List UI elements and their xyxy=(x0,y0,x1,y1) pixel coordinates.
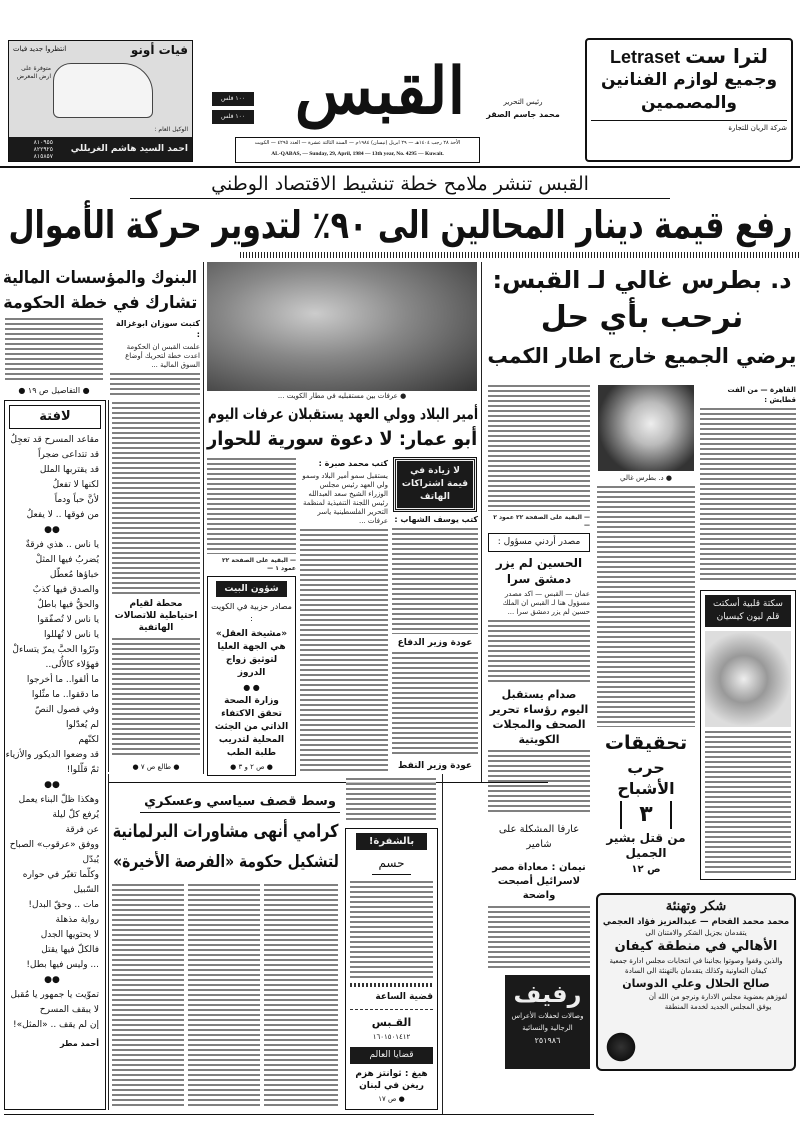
ghali-body xyxy=(700,408,796,583)
poem-line: يُرفع كلّ ليلة xyxy=(52,810,99,820)
editor-label: رئيس التحرير xyxy=(503,98,543,106)
jordan-lead: عمان — القبس — اكد مصدر مسؤول هنا لـ القبس ان الملك حسين لم يزر دمشق سرا ... xyxy=(502,590,590,617)
car-ad-tagline: انتظروا جديد فيات xyxy=(13,45,67,53)
letraset-ad-line1: لترا ست xyxy=(685,44,768,68)
neeman-headline: نيمان : معاداة مصر لاسرائيل أصبحت واضحة xyxy=(492,861,586,901)
thanks-closing: لفوزهم بعضوية مجلس الادارة ونرجو من الله أن يوفق المجلس الجديد لخدمة المنطقة xyxy=(648,993,788,1011)
poem-line: خباؤها مُعطّل xyxy=(49,570,99,580)
poem-line: ●● xyxy=(44,525,60,535)
poem-line: عن فرقة xyxy=(65,825,99,835)
page-bottom-rule xyxy=(4,1114,594,1115)
phone-fees-byline: كتب يوسف الشهاب : xyxy=(394,515,478,524)
investigations-column xyxy=(597,731,695,889)
arafat-body xyxy=(300,529,388,772)
price-box: ١٠٠ فلس xyxy=(212,110,254,124)
karami-kicker: وسط قصف سياسي وعسكري xyxy=(140,792,340,813)
ghali-headline-3: يرضي الجميع خارج اطار الكمب xyxy=(487,344,797,368)
investigations-page: ص ١٢ xyxy=(631,864,661,875)
oil-minister-headline: عودة وزير النفط xyxy=(398,761,472,771)
poem-line: إن لم يقف .. «المثل»! xyxy=(13,1020,99,1030)
phone-fees-column xyxy=(392,458,478,772)
jordan-kicker: مصدر أردني مسؤول : xyxy=(488,533,590,552)
letraset-ad xyxy=(585,38,793,162)
section-rule xyxy=(108,782,548,783)
sidebox-paper: القـبس xyxy=(371,1016,412,1029)
kicker-headline: القبس تنشر ملامح خطة تنشيط الاقتصاد الوطني xyxy=(130,170,670,199)
banks-body xyxy=(110,373,200,396)
ghali-photo xyxy=(598,385,694,471)
flower-icon xyxy=(604,1031,638,1063)
home-affairs-box xyxy=(207,576,296,776)
car-ad-brand: فيات أونو xyxy=(130,43,188,57)
poem-line: رواية مذهلة xyxy=(55,915,99,925)
sidebox-title: بالشفرة! xyxy=(356,833,427,850)
phone-station-more: ● طالع ص ٧ ● xyxy=(132,763,180,771)
poem-line: فالكلّ فيها يقتل xyxy=(41,945,99,955)
ghali-column-mid xyxy=(597,385,695,727)
banks-headline-2: تشارك في خطة الحكومة xyxy=(2,293,198,313)
karami-body xyxy=(264,884,338,1109)
banks-lead: علمت القبس ان الحكومة اعدت خطة لتحريك أوضاع السوق المالية ... xyxy=(125,343,200,369)
date-english: AL-QABAS, — Sunday, 29, April, 1984 — 13th year, No. 4295 — Kuwait. xyxy=(271,151,444,157)
karami-body xyxy=(112,884,184,1109)
lafita-poem xyxy=(5,433,105,1033)
column-divider xyxy=(442,774,443,1114)
column-divider xyxy=(108,774,109,1110)
hatched-rule xyxy=(240,252,800,258)
arafat-photo xyxy=(207,262,477,391)
karami-headline-2: لتشكيل حكومة «الفرصة الأخيرة» xyxy=(113,852,339,872)
letraset-ad-brand: Letraset xyxy=(610,47,681,67)
thanks-headline: الأهالي في منطقة كيفان xyxy=(614,939,778,954)
poem-line: لكنّهم xyxy=(78,735,99,745)
poem-line: ... وليس فيها بطل! xyxy=(26,960,99,970)
thanks-winners: صالح الحلال وعلي الدوسان xyxy=(622,977,770,990)
banks-headline-1: البنوك والمؤسسات المالية xyxy=(2,268,198,288)
ghali-photo-caption: ● د. بطرس غالي xyxy=(620,474,672,482)
date-arabic: الأحد ٢٨ رجب ١٤٠٤هـ — ٢٩ ابريل (نيسان) ١٩٨٤م — السنة الثالثة عشرة — العدد ٤٢٩٥ — الكويت xyxy=(254,140,461,146)
investigations-label: تحقيقات xyxy=(604,732,688,754)
obituary-box xyxy=(700,590,796,880)
poem-line: والصدق فيها كذبٌ xyxy=(32,585,99,595)
rafeef-name: رفيف xyxy=(513,980,582,1008)
poem-line: ثمّ قلّلوا! xyxy=(66,765,99,775)
poem-line: قد يقتربها الملل xyxy=(39,465,99,475)
ghali-dateline: القاهرة — من الفت قطايش : xyxy=(727,386,796,404)
oil-minister-body xyxy=(346,778,436,822)
poem-line: وتَرُوا الحبَّ يمرّ يتساءلْ xyxy=(12,645,99,655)
letraset-ad-line2: وجميع لوازم الفنانين xyxy=(600,70,778,90)
home-affairs-title: شؤون البيت xyxy=(216,581,287,597)
home-affairs-pages: ● ص ٢ و ٣ ● xyxy=(230,763,273,771)
neeman-body xyxy=(488,906,590,969)
car-ad-side: متوفرة على ارض المعرض xyxy=(16,65,51,80)
poem-line: وهكذا ظلّ البناء يعمل xyxy=(18,795,99,805)
poem-line: والحقُّ فيها باطلٌ xyxy=(37,600,99,610)
jordan-body xyxy=(488,620,590,683)
poem-line: من فوقها .. لا يفعلُ xyxy=(26,510,99,520)
banks-body xyxy=(5,318,103,382)
sidebox-page: ● ص ١٧ xyxy=(378,1095,405,1103)
thanks-names: محمد محمد الفحام — عبدالعزيز فؤاد العجمي xyxy=(602,917,790,927)
phone-station-body xyxy=(112,638,200,758)
banks-column-left xyxy=(5,318,103,396)
sidebox-phones: ١٦٠١٥٠١٤١٢ xyxy=(372,1033,411,1041)
ghali-headline-2: نرحب بأي حل xyxy=(540,300,744,335)
car-icon xyxy=(53,63,153,118)
column-divider xyxy=(108,400,109,772)
lafita-title xyxy=(9,405,101,429)
arafat-byline: كتب محمد صبرة : xyxy=(318,459,388,468)
poem-line: وكلّما تغيّر في حواره السّبيل xyxy=(22,870,99,895)
sidebox xyxy=(345,828,438,1110)
banks-column-right xyxy=(110,318,200,396)
home-affairs-sub: مصادر حزبية في الكويت : xyxy=(211,602,292,623)
rafeef-line1: وصالات لحفلات الأعراس xyxy=(511,1012,584,1020)
rafeef-phone: ٢٥١٩٨٦ xyxy=(534,1036,561,1045)
obituary-photo xyxy=(705,631,791,727)
left-mid-column xyxy=(112,402,200,772)
investigations-number: ٣ xyxy=(620,801,672,829)
poem-line: قد وضعوا الديكور والأزياء xyxy=(5,750,99,760)
poem-line: يُبدّل xyxy=(82,855,99,865)
column-divider xyxy=(481,262,482,782)
poem-line: ●● xyxy=(44,975,60,985)
sidebox-world: قضايا العالم xyxy=(350,1047,433,1064)
arafat-headline-2: أبو عمار: لا دعوة سورية للحوار xyxy=(207,428,478,450)
poem-line: لكنها لا تفعلُ xyxy=(52,480,99,490)
masthead-logo: القبس xyxy=(294,54,466,129)
thanks-title: شكر وتهنئة xyxy=(665,899,727,914)
letraset-ad-company: شركة الريان للتجارة xyxy=(591,120,787,132)
sidebox-world-headline: هيغ : ثوانتز هزم ريغن في لبنان xyxy=(355,1069,428,1091)
rafeef-ad xyxy=(505,975,590,1069)
phone-station-headline: محطة لقيام احتياطية للاتصالات الهاتفية xyxy=(114,599,198,633)
editor-name: محمد جاسم الصقر xyxy=(486,110,560,119)
banks-body xyxy=(112,402,200,594)
poem-line: يا ناس لا تُصفّقوا xyxy=(37,615,99,625)
poem-line: لا يحتويها الجدل xyxy=(40,930,99,940)
banks-more: ● التفاصيل ص ١٩ ● xyxy=(18,386,90,395)
arafat-body xyxy=(207,458,296,554)
thanks-ad xyxy=(596,893,796,1071)
poem-line: مقاعد المسرح قد تعجِلُ xyxy=(10,435,99,445)
poem-line: ما ألفوا.. ما أخرجوا xyxy=(26,675,99,685)
karami-body xyxy=(188,884,260,1109)
poem-line: تموّيت يا جمهور يا مُقبل xyxy=(10,990,99,1000)
obituary-title: سكتة قلبية أسكتت قلم ليون كيسيان xyxy=(705,595,791,627)
banks-byline: كتبت سوزان ابوغزالة : xyxy=(115,319,200,339)
obituary-body xyxy=(705,731,791,875)
sidebox-dashes xyxy=(350,1009,433,1010)
jordan-headline: الحسين لم يزر دمشق سرا xyxy=(495,556,583,587)
lafita-box xyxy=(4,400,106,1110)
car-ad-phones: ٨١٠٩٥٥ ٨٢٢٩٢٥ ٨١٥٨٥٧ xyxy=(33,138,53,160)
poem-line: لا يبقف المسرح xyxy=(39,1005,99,1015)
poem-line: فهؤلاء كالأُلى.. xyxy=(45,660,99,670)
poem-line: لأنَّ حباً ودماً xyxy=(54,495,99,505)
defense-minister-body xyxy=(392,652,478,758)
letraset-ad-title xyxy=(587,44,791,68)
arafat-headline-1: أمير البلاد وولي العهد يستقبلان عرفات اليوم xyxy=(207,405,478,423)
phone-fees-box: لا زيادة في قيمة اشتراكات الهاتف xyxy=(394,458,476,511)
phone-fees-body xyxy=(392,528,478,634)
arafat-continued: — البقية على الصفحة ٢٢ عمود ١ — xyxy=(222,557,296,572)
sidebox-divider xyxy=(350,983,433,987)
thanks-intro: يتقدمان بجزيل الشكر والامتنان الى xyxy=(645,929,747,937)
poem-line: يا ناس .. هذي فرقةٌ xyxy=(25,540,99,550)
ghali-body xyxy=(488,385,590,511)
poem-line: قد تتداعى ضجراً xyxy=(38,450,99,460)
ghali-body xyxy=(597,486,695,727)
poem-line: مات .. وحقّ البدل! xyxy=(28,900,99,910)
poem-line: يُضربُ فيها المثلْ xyxy=(35,555,99,565)
investigations-title: حرب الأشباح xyxy=(617,758,675,798)
sidebox-issue: قضية الساعة xyxy=(375,992,433,1002)
car-ad xyxy=(8,40,193,162)
letraset-ad-line3: والمصممين xyxy=(641,93,737,113)
poem-line: ●● xyxy=(44,780,60,790)
car-ad-agent: احمد السيد هاشم الغربللي xyxy=(70,144,188,154)
poem-line: ووفق «عرقوب» الصباح xyxy=(9,840,99,850)
arafat-photo-caption: ● عرفات بين مستقبليه في مطار الكويت ... xyxy=(277,392,407,400)
ghali-continued: — البقية على الصفحة ٢٢ عمود ٢ — xyxy=(493,514,590,530)
rafeef-line2: الرجالية والنسائية xyxy=(522,1024,573,1032)
home-affairs-h2: وزارة الصحة تحقق الاكتفاء الذاتي من الجثث المحلية لتدريب طلبة الطب xyxy=(214,696,289,758)
poem-line: يا ناس لا تُهللوا xyxy=(44,630,99,640)
home-affairs-dots: ● ● xyxy=(243,683,260,692)
arafat-column xyxy=(300,458,388,772)
price-box: ١٠٠ فلس xyxy=(212,92,254,106)
home-affairs-h1: «مشيخة العقل» هي الجهة العليا لتوثيق زواج الدروز xyxy=(215,629,288,678)
main-headline: رفع قيمة دينار المحالين الى ٩٠٪ لتدوير حركة الأموال xyxy=(7,203,793,247)
sidebox-word: حسم xyxy=(372,852,411,875)
saddam-headline: صدام يستقبل اليوم رؤساء تحرير الصحف والمجلات الكويتية xyxy=(489,687,589,746)
shamir-headline: عارفا المشكلة على شامير xyxy=(498,823,580,850)
poem-line: ما دققوا.. ما مثّلوا xyxy=(31,690,99,700)
lafita-title-text: لافتة xyxy=(39,409,71,424)
car-ad-agent-label: الوكيل العام : xyxy=(154,126,188,133)
arafat-lead: يستقبل سمو أمير البلاد وسمو ولي العهد رئيس مجلس الوزراء الشيخ سعد العبدالله رئيس اللجنة التنفيذية لمنظمة التحرير الفلسطينية ياسر عرفات ... xyxy=(302,472,388,525)
ghali-column-right xyxy=(700,385,796,583)
ghali-column-left xyxy=(488,385,590,969)
lafita-author: أحمد مطر xyxy=(60,1039,99,1048)
poem-line: لم يُعدّلوا xyxy=(65,720,99,730)
car-ad-agent-strip xyxy=(9,137,192,161)
column-divider xyxy=(203,262,204,774)
investigations-sub: من قتل بشير الجميل xyxy=(606,831,686,860)
masthead-rule xyxy=(0,166,800,168)
sidebox-body xyxy=(350,881,433,979)
thanks-body: والذين وقفوا وصوتوا بجانبنا في انتخابات مجلس ادارة جمعية كيفان التعاونية وكذلك يتقدمان بالتهنئة الى السادة xyxy=(609,957,783,975)
defense-minister-headline: عودة وزير الدفاع xyxy=(397,637,473,648)
poem-line: وفي فصول النصّ xyxy=(34,705,99,715)
ghali-headline-1: د. بطرس غالي لـ القبس: xyxy=(492,266,792,294)
karami-headline-1: كرامي أنهى مشاورات البرلمانية xyxy=(113,821,339,842)
arafat-column-left xyxy=(207,458,296,776)
